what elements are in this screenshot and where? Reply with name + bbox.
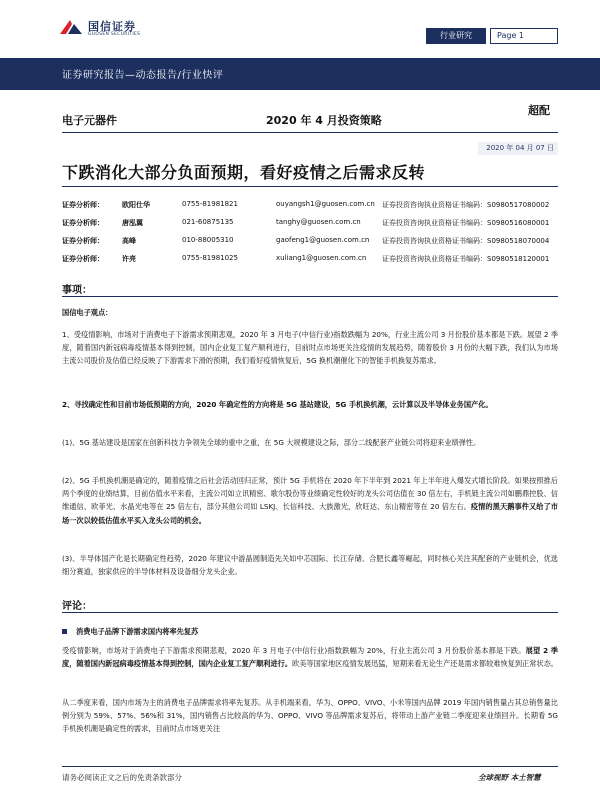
band-title: 证券研究报告—动态报告/行业快评 (62, 70, 224, 81)
analyst-role: 证券分析师： (62, 255, 104, 263)
paragraph-text: 欧美等国家地区疫情发展迅猛，短期来看无论生产还是需求都较难恢复到正常状态。 (292, 659, 558, 669)
analyst-phone: 0755-81981025 (182, 254, 238, 262)
report-date: 2020 年 04 月 07 日 (478, 142, 558, 155)
analyst-email: gaofeng1@guosen.com.cn (276, 236, 370, 244)
analyst-row (62, 236, 562, 250)
divider (62, 186, 558, 187)
section-title-comment: 评论： (62, 601, 92, 612)
analyst-phone: 0755-81981821 (182, 200, 238, 208)
rating-label: 超配 (528, 104, 550, 117)
analyst-email: ouyangsh1@guosen.com.cn (276, 200, 375, 208)
footer-divider (62, 766, 558, 767)
analyst-name: 欧阳仕华 (122, 201, 150, 209)
paragraph: (1)、5G 基站建设是国家在创新科技力争领先全球的重中之重，在 5G 大规模建设之际，部分二线配套产业链公司将迎来业绩弹性。 (62, 438, 481, 447)
divider (62, 612, 558, 613)
analyst-cert: 证券投资咨询执业资格证书编码：S0980518120001 (382, 255, 550, 263)
paragraph-emphasis: 疫情的黑天鹅事件又给了市场一次以较低估值水平买入龙头公司的机会。 (62, 502, 558, 525)
paragraph: 1、受疫情影响，市场对于消费电子下游需求预期悲观，2020 年 3 月电子(中信行业)指数跌幅为 20%，行业主流公司 3 月份股价基本都是下跌。展望 2 季度，随着国内新冠病毒疫情基本得到控制，国内企业复工复产顺利进行，目前时点市场更关注疫情的发展趋势，随着股价 3 月份的大幅下跌，我们认为市场主流公司股价及估值已经反映了下游需求下滑的预期，我们看好疫情恢复后，5G 换机潮催化下的智能手机换复苏需求。 (62, 330, 558, 366)
analyst-phone: 021-60875135 (182, 218, 234, 226)
paragraph (62, 474, 558, 527)
divider (62, 132, 558, 133)
paragraph (62, 644, 558, 670)
paragraph: 2、寻找确定性和目前市场低预期的方向，2020 年确定性的方向将是 5G 基站建设，5G 手机换机潮，云计算以及半导体业务国产化。 (62, 400, 493, 409)
brand-name: 国信证券 (88, 20, 136, 33)
guosen-logo-icon (58, 18, 84, 36)
brand-name-en: GUOSEN SECURITIES (88, 32, 141, 37)
page-title: 下跌消化大部分负面预期，看好疫情之后需求反转 (62, 163, 426, 182)
section-subtitle: 国信电子观点： (62, 308, 113, 317)
paragraph-text: (2)、5G 手机换机潮是确定的，随着疫情之后社会活动回归正常，预计 5G 手机将在 2020 年下半年到 2021 年上半年进入爆发式增长阶段。如果按照推后两个季度的业绩结算，目前估值水平来看，主流公司如立讯精密、歌尔股份等业绩确定性较好的龙头公司估值在 30 倍左右，手机链主流公司如鹏鼎控股、信维通信、欧菲光、水晶光电等在 25 倍左右，部分其他公司如 LSKJ、长信科技、大族激光，欣旺达、东山精密等在 20 倍左右。 (62, 476, 558, 512)
analyst-name: 许亮 (122, 255, 136, 263)
analyst-row (62, 200, 562, 214)
paragraph: (3)、半导体国产化是长期确定性趋势，2020 年建议中游晶圆制造先关如中芯国际、长江存储、合肥长鑫等崛起，同时核心关注其配套的产业链机会，优选细分赛道，独家供应的半导体材料及设备细分龙头企业。 (62, 554, 558, 577)
analyst-cert: 证券投资咨询执业资格证书编码：S0980518070004 (382, 237, 550, 245)
footer-slogan: 全球视野 本土智慧 (478, 773, 541, 782)
page-number: Page 1 (490, 28, 558, 44)
paragraph-text: 受疫情影响，市场对于消费电子下游需求预期悲观，2020 年 3 月电子(中信行业)指数跌幅为 20%，行业主流公司 3 月份股价基本都是下跌。 (62, 646, 526, 655)
analyst-email: xuliang1@guosen.com.cn (276, 254, 367, 262)
divider (62, 296, 558, 297)
analyst-role: 证券分析师： (62, 219, 104, 227)
bullet-square-icon (62, 629, 67, 634)
analyst-name: 高峰 (122, 237, 136, 245)
analyst-row (62, 218, 562, 232)
analyst-row (62, 254, 562, 268)
analyst-role: 证券分析师： (62, 201, 104, 209)
strategy-label: 2020 年 4 月投资策略 (266, 114, 382, 127)
paragraph: 从二季度来看，国内市场为主的消费电子品牌需求将率先复苏。从手机端来看，华为、OPPO、VIVO、小米等国内品牌 2019 年国内销售量占其总销售量比例分别为 59%、57%、56%和 31%，国内销售占比较高的华为、OPPO、VIVO 等品牌需求复苏后，将带动上游产业链二季度迎来业绩回升。长期看 5G 手机换机潮是确定性的需求，目前时点市场更关注 (62, 698, 558, 734)
footer-disclaimer: 请务必阅读正文之后的免责条款部分 (62, 773, 182, 782)
analyst-cert: 证券投资咨询执业资格证书编码：S0980517080002 (382, 201, 550, 209)
analyst-phone: 010-88005310 (182, 236, 234, 244)
paragraph-emphasis: 展望 2 季度，随着国内新冠病毒疫情基本得到控制，国内企业复工复产顺利进行。 (62, 646, 558, 669)
analyst-cert: 证券投资咨询执业资格证书编码：S0980516080001 (382, 219, 550, 227)
bullet-heading: 消费电子品牌下游需求国内将率先复苏 (76, 627, 199, 636)
section-title-matters: 事项： (62, 285, 92, 296)
analyst-role: 证券分析师： (62, 237, 104, 245)
analyst-name: 唐泓翼 (122, 219, 143, 227)
industry-label: 电子元器件 (62, 114, 117, 127)
analyst-email: tanghy@guosen.com.cn (276, 218, 361, 226)
report-type-tag: 行业研究 (426, 28, 486, 44)
